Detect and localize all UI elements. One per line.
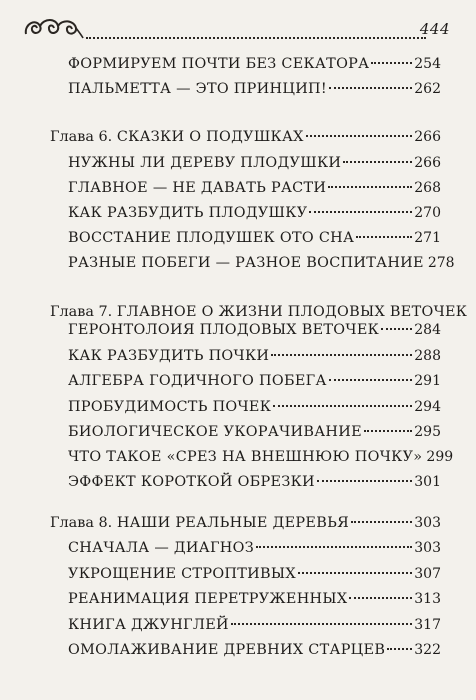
entry-title: СНАЧАЛА — ДИАГНОЗ <box>68 540 255 556</box>
entry-page-number: 284 <box>414 322 441 338</box>
entry-title: УКРОЩЕНИЕ СТРОПТИВЫХ <box>68 566 296 582</box>
entry-page-number: 303 <box>414 515 441 531</box>
chapter-heading <box>50 129 441 151</box>
dot-leader <box>381 328 412 330</box>
entry-page-number: 271 <box>414 230 441 246</box>
dot-leader <box>328 186 412 188</box>
entry-title: КАК РАЗБУДИТЬ ПЛОДУШКУ <box>68 205 308 221</box>
entry-page-number: 295 <box>414 424 441 440</box>
chapter-title <box>50 304 467 320</box>
dot-leader <box>349 597 412 599</box>
toc-entry <box>68 617 441 639</box>
dot-leader <box>273 405 412 407</box>
entry-title: ЭФФЕКТ КОРОТКОЙ ОБРЕЗКИ <box>68 474 315 490</box>
dot-leader <box>356 236 412 238</box>
entry-title: ФОРМИРУЕМ ПОЧТИ БЕЗ СЕКАТОРА <box>68 56 370 72</box>
dot-leader <box>364 430 412 432</box>
chapter-label: Глава 6. <box>50 129 113 145</box>
toc-entry <box>68 348 441 370</box>
entry-title: РЕАНИМАЦИЯ ПЕРЕТРУЖЕННЫХ <box>68 591 348 607</box>
dot-leader <box>343 161 412 163</box>
toc-entry <box>68 591 441 613</box>
dot-leader <box>371 62 412 64</box>
page-header <box>0 0 476 44</box>
chapter-heading <box>50 515 441 537</box>
toc-entry <box>68 540 441 562</box>
dot-leader <box>306 135 413 137</box>
chapter-label: Глава 8. <box>50 515 113 531</box>
entry-page-number: 322 <box>414 642 441 658</box>
toc-entry <box>68 642 441 664</box>
toc-entry <box>68 566 441 588</box>
entry-title: КАК РАЗБУДИТЬ ПОЧКИ <box>68 348 270 364</box>
entry-title: ЧТО ТАКОЕ «СРЕЗ НА ВНЕШНЮЮ ПОЧКУ» <box>68 449 423 465</box>
chapter-name: СКАЗКИ О ПОДУШКАХ <box>116 129 304 145</box>
page-number: 444 <box>419 20 450 38</box>
entry-page-number: 303 <box>414 540 441 556</box>
toc-entry <box>68 56 441 78</box>
dot-leader <box>271 354 412 356</box>
toc-entry <box>68 449 454 471</box>
flourish-icon <box>22 14 84 42</box>
entry-title: ГЕРОНТОЛОИЯ ПЛОДОВЫХ ВЕТОЧЕК <box>68 322 380 338</box>
entry-page-number: 262 <box>414 81 441 97</box>
entry-page-number: 294 <box>414 399 441 415</box>
toc-entry <box>68 255 455 277</box>
entry-title: ГЛАВНОЕ — НЕ ДАВАТЬ РАСТИ <box>68 180 327 196</box>
toc-entry <box>68 81 441 103</box>
entry-title: НУЖНЫ ЛИ ДЕРЕВУ ПЛОДУШКИ <box>68 155 342 171</box>
dot-leader <box>329 87 412 89</box>
chapter-name: НАШИ РЕАЛЬНЫЕ ДЕРЕВЬЯ <box>116 515 349 531</box>
dot-leader <box>231 623 412 625</box>
toc-entry <box>68 424 441 446</box>
entry-page-number: 270 <box>414 205 441 221</box>
toc-entry <box>68 155 441 177</box>
toc-entry <box>68 373 441 395</box>
entry-title: БИОЛОГИЧЕСКОЕ УКОРАЧИВАНИЕ <box>68 424 362 440</box>
entry-page-number: 288 <box>414 348 441 364</box>
entry-title: АЛГЕБРА ГОДИЧНОГО ПОБЕГА <box>68 373 327 389</box>
dot-leader <box>351 521 412 523</box>
toc-entry <box>68 399 441 421</box>
toc-entry <box>68 205 441 227</box>
dot-leader <box>309 211 412 213</box>
header-dot-leader <box>86 37 426 39</box>
toc-entry <box>68 322 441 344</box>
toc-entry <box>68 230 441 252</box>
entry-page-number: 307 <box>414 566 441 582</box>
entry-page-number: 313 <box>414 591 441 607</box>
dot-leader <box>256 546 412 548</box>
entry-title: КНИГА ДЖУНГЛЕЙ <box>68 617 229 633</box>
entry-page-number: 317 <box>414 617 441 633</box>
dot-leader <box>298 572 412 574</box>
toc-entry <box>68 180 441 202</box>
entry-page-number: 254 <box>414 56 441 72</box>
entry-title: ВОССТАНИЕ ПЛОДУШЕК ОТО СНА <box>68 230 355 246</box>
chapter-title <box>50 515 349 531</box>
dot-leader <box>317 480 412 482</box>
chapter-name: ГЛАВНОЕ О ЖИЗНИ ПЛОДОВЫХ ВЕТОЧЕК <box>116 304 468 320</box>
dot-leader <box>329 379 413 381</box>
entry-page-number: 266 <box>414 155 441 171</box>
entry-page-number: 266 <box>414 129 441 145</box>
entry-title: ОМОЛАЖИВАНИЕ ДРЕВНИХ СТАРЦЕВ <box>68 642 386 658</box>
entry-page-number: 268 <box>414 180 441 196</box>
entry-page-number: 301 <box>414 474 441 490</box>
entry-title: ПАЛЬМЕТТА — ЭТО ПРИНЦИП! <box>68 81 327 97</box>
entry-page-number: 291 <box>414 373 441 389</box>
entry-page-number: 299 <box>426 449 454 465</box>
entry-title: ПРОБУДИМОСТЬ ПОЧЕК <box>68 399 272 415</box>
entry-title: РАЗНЫЕ ПОБЕГИ — РАЗНОЕ ВОСПИТАНИЕ <box>68 255 424 271</box>
dot-leader <box>387 648 412 650</box>
chapter-title <box>50 129 304 145</box>
chapter-label: Глава 7. <box>50 304 113 320</box>
toc-entry <box>68 474 441 496</box>
entry-page-number: 278 <box>427 255 455 271</box>
